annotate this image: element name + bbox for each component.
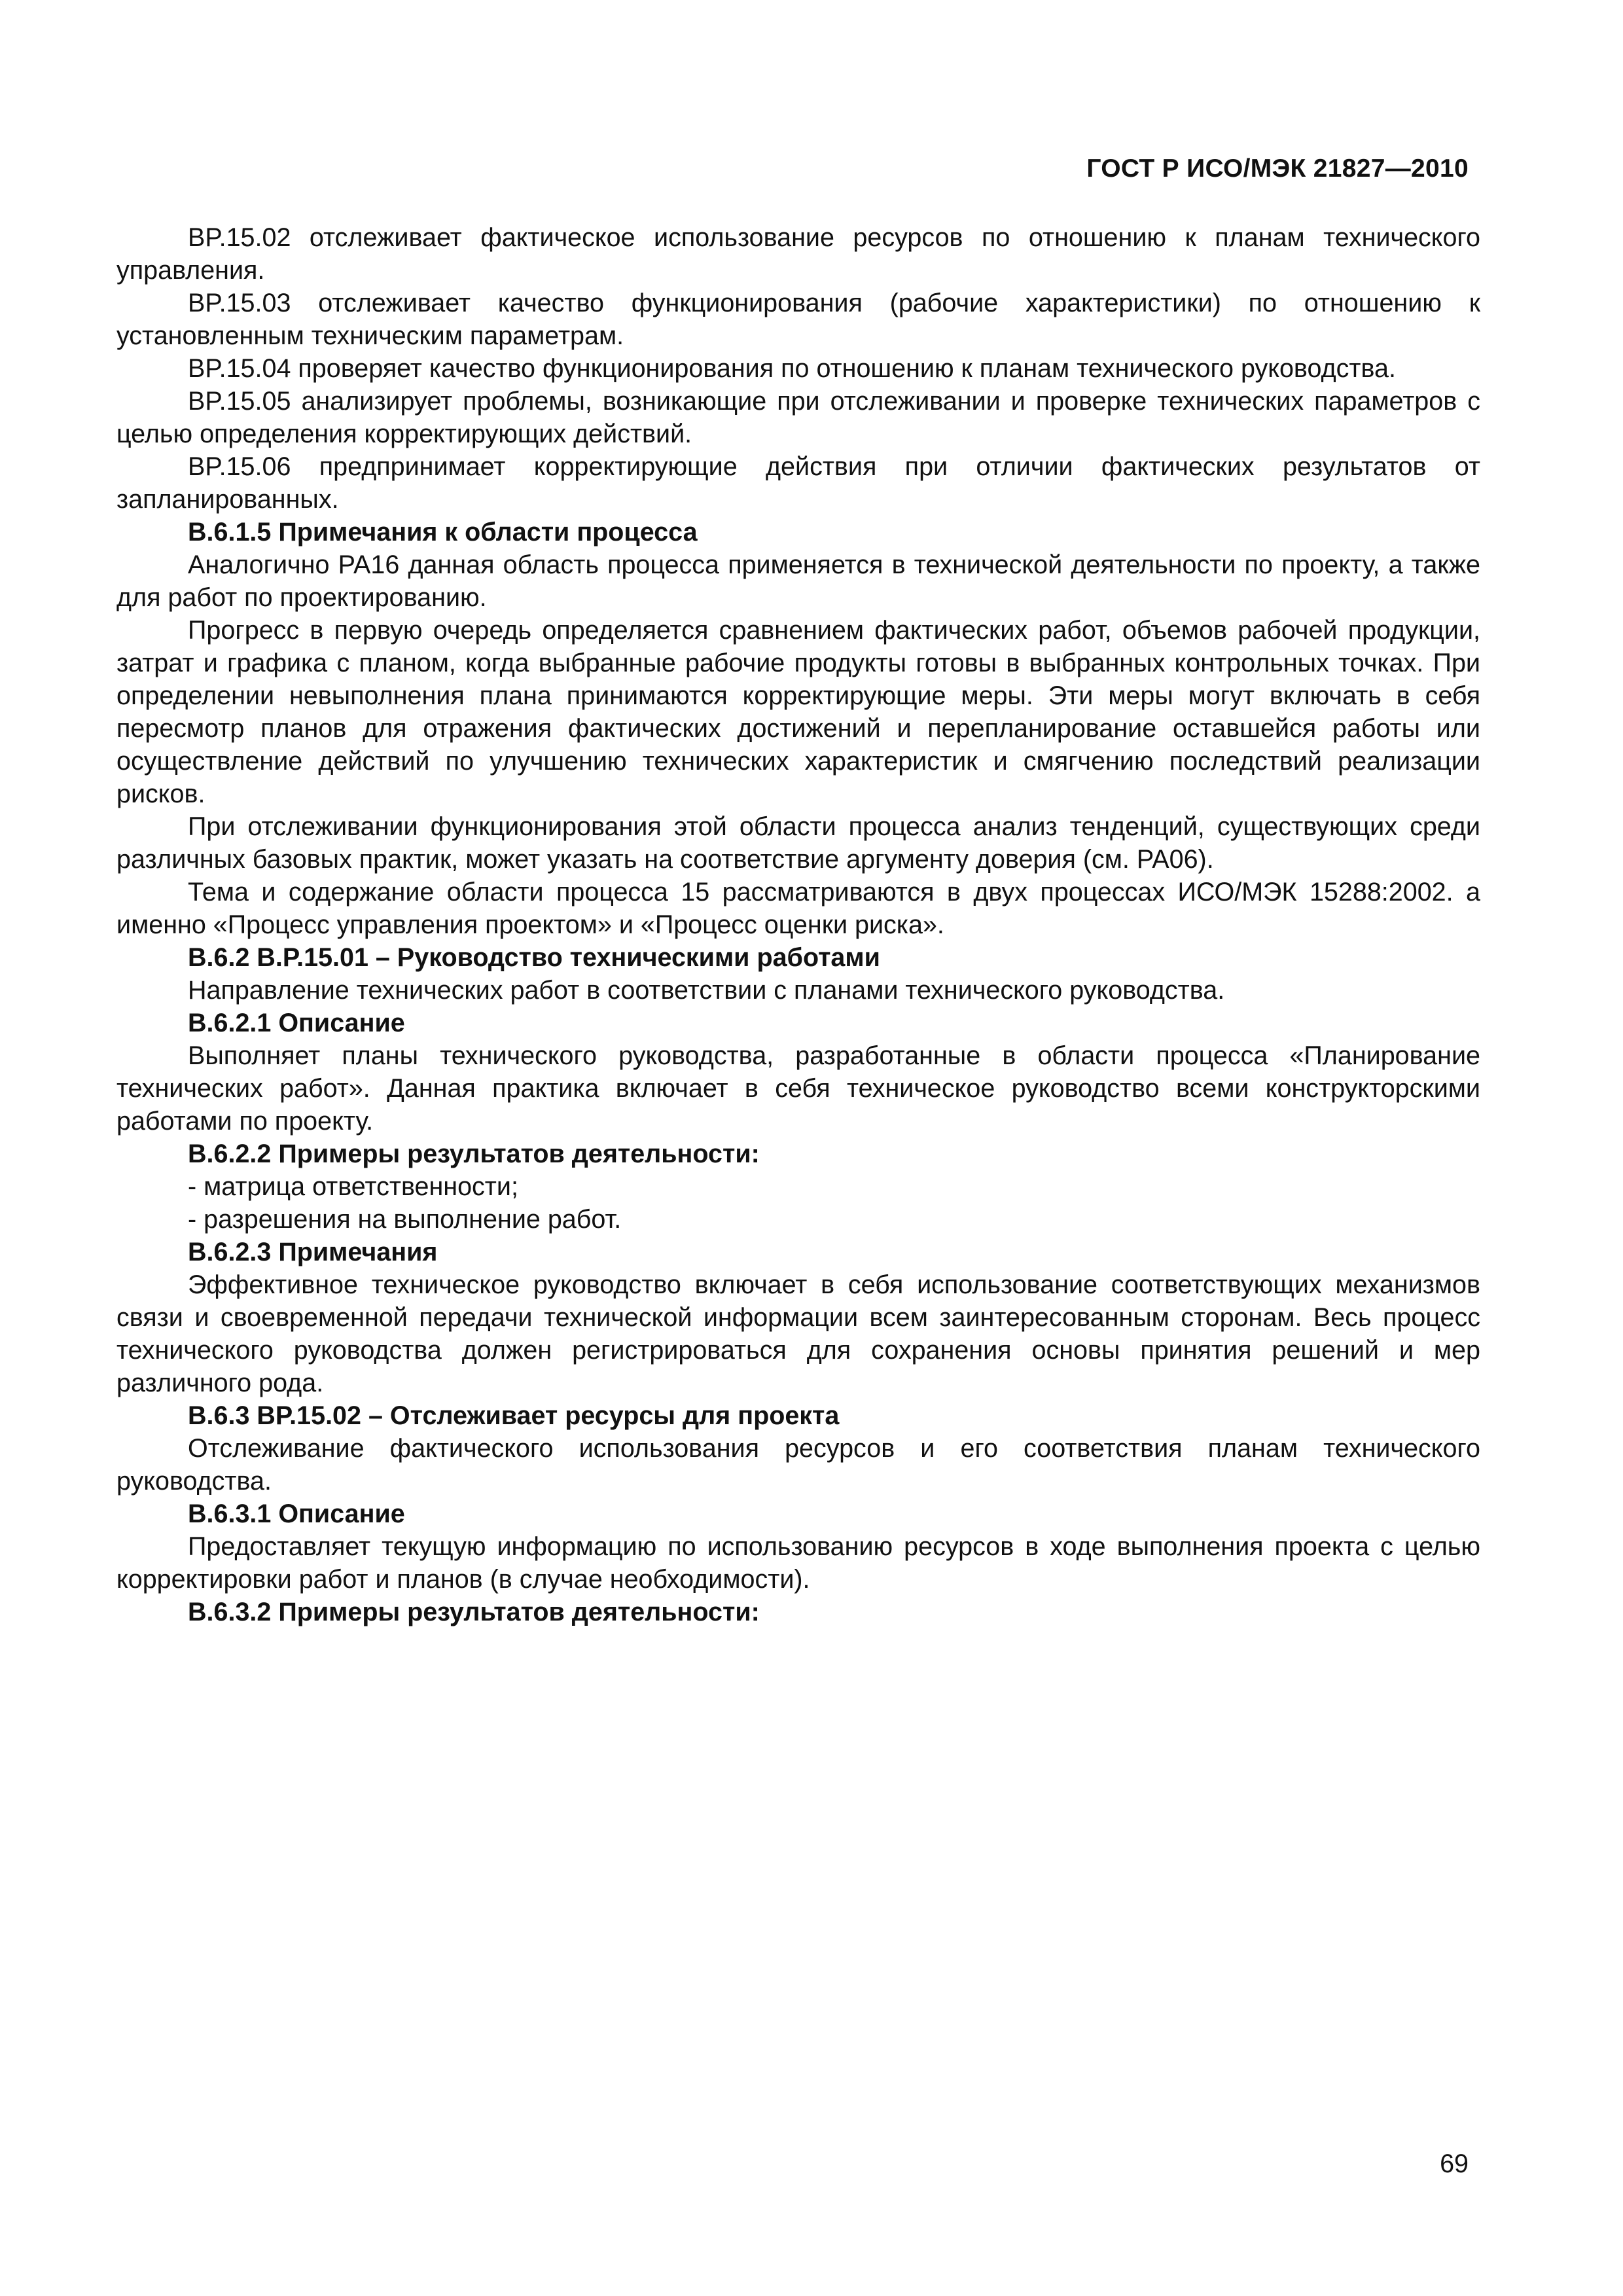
paragraph-b621: Выполняет планы технического руководства, разработанные в области процесса «Планирование технических работ». Данная практика включает в себя техническое руководство всеми конструкторскими работами по проекту. — [116, 1041, 1480, 1136]
paragraph-b615-2: Прогресс в первую очередь определяется сравнением фактических работ, объемов рабочей продукции, затрат и графика с планом, когда выбранные рабочие продукты готовы в выбранных контрольных точках. При определении невыполнения плана принимаются корректирующие меры. Эти меры могут включать в себя пересмотр планов для отражения фактических достижений и перепланирование оставшейся работы или осуществление действий по улучшению технических характеристик и смягчению последствий реализации рисков. — [116, 616, 1480, 808]
paragraph-bp1504: BP.15.04 проверяет качество функционирования по отношению к планам технического руководства. — [188, 354, 1396, 383]
paragraph-bp1506: BP.15.06 предпринимает корректирующие действия при отличии фактических результатов от запланированных. — [116, 452, 1480, 514]
heading-b631: B.6.3.1 Описание — [188, 1499, 405, 1528]
heading-b632: B.6.3.2 Примеры результатов деятельности: — [188, 1598, 760, 1626]
paragraph-b631: Предоставляет текущую информацию по использованию ресурсов в ходе выполнения проекта с целью корректировки работ и планов (в случае необходимости). — [116, 1532, 1480, 1594]
paragraph-b623: Эффективное техническое руководство включает в себя использование соответствующих механизмов связи и своевременной передачи технической информации всем заинтересованным сторонам. Весь процесс технического руководства должен регистрироваться для сохранения основы принятия решений и мер различного рода. — [116, 1270, 1480, 1397]
heading-b622: B.6.2.2 Примеры результатов деятельности: — [188, 1139, 760, 1168]
page-body — [116, 221, 1480, 1628]
paragraph-bp1502: BP.15.02 отслеживает фактическое использование ресурсов по отношению к планам технического управления. — [116, 223, 1480, 285]
page-number: 69 — [1440, 2149, 1469, 2178]
paragraph-bp1503: BP.15.03 отслеживает качество функционирования (рабочие характеристики) по отношению к установленным техническим параметрам. — [116, 289, 1480, 350]
heading-b621: B.6.2.1 Описание — [188, 1009, 405, 1037]
paragraph-bp1505: BP.15.05 анализирует проблемы, возникающие при отслеживании и проверке технических параметров с целью определения корректирующих действий. — [116, 387, 1480, 448]
paragraph-b615-4: Тема и содержание области процесса 15 рассматриваются в двух процессах ИСО/МЭК 15288:2002. а именно «Процесс управления проектом» и «Процесс оценки риска». — [116, 878, 1480, 939]
heading-b63: B.6.3 BP.15.02 – Отслеживает ресурсы для проекта — [188, 1401, 840, 1430]
paragraph-b63: Отслеживание фактического использования ресурсов и его соответствия планам технического руководства. — [116, 1434, 1480, 1496]
list-item: - разрешения на выполнение работ. — [188, 1205, 622, 1234]
paragraph-b62: Направление технических работ в соответствии с планами технического руководства. — [188, 976, 1225, 1005]
list-item: - матрица ответственности; — [188, 1172, 518, 1201]
paragraph-b615-3: При отслеживании функционирования этой области процесса анализ тенденций, существующих среди различных базовых практик, может указать на соответствие аргументу доверия (см. PA06). — [116, 812, 1480, 874]
paragraph-b615-1: Аналогично PA16 данная область процесса применяется в технической деятельности по проекту, а также для работ по проектированию. — [116, 550, 1480, 612]
heading-b62: B.6.2 B.P.15.01 – Руководство техническими работами — [188, 943, 880, 972]
heading-b623: B.6.2.3 Примечания — [188, 1238, 438, 1266]
running-header: ГОСТ Р ИСО/МЭК 21827—2010 — [1086, 154, 1469, 183]
heading-b615: B.6.1.5 Примечания к области процесса — [188, 518, 698, 547]
list-b622 — [116, 1170, 1480, 1236]
